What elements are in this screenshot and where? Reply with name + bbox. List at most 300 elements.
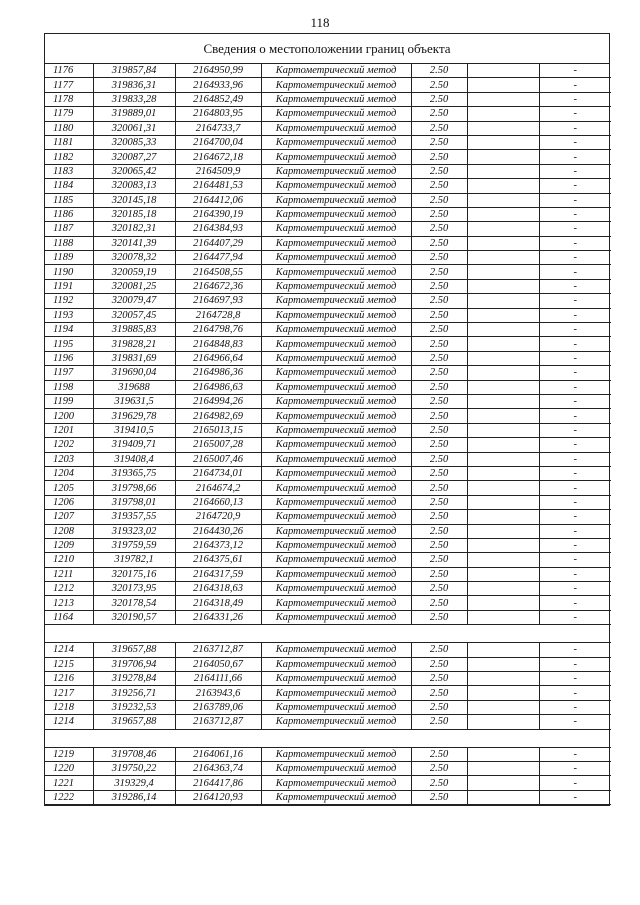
y-coordinate-cell: 2164317,59 [175,567,261,581]
y-coordinate-cell: 2164412,06 [175,193,261,207]
description-cell: - [539,438,611,452]
x-coordinate-cell: 320175,16 [93,567,175,581]
table-row [45,790,611,804]
description-cell: - [539,236,611,250]
precision-cell: 2.50 [411,308,467,322]
y-coordinate-cell: 2164481,53 [175,179,261,193]
precision-cell: 2.50 [411,265,467,279]
x-coordinate-cell: 319232,53 [93,700,175,714]
y-coordinate-cell: 2164966,64 [175,351,261,365]
x-coordinate-cell: 319357,55 [93,510,175,524]
y-coordinate-cell: 2165013,15 [175,423,261,437]
y-coordinate-cell: 2164720,9 [175,510,261,524]
x-coordinate-cell: 319828,21 [93,337,175,351]
table-row [45,409,611,423]
extra-cell [467,236,539,250]
description-cell: - [539,323,611,337]
point-number-cell: 1185 [45,193,93,207]
method-cell: Картометрический метод [261,107,411,121]
description-cell: - [539,567,611,581]
table-row [45,251,611,265]
x-coordinate-cell: 319857,84 [93,64,175,78]
description-cell: - [539,351,611,365]
precision-cell: 2.50 [411,582,467,596]
description-cell: - [539,366,611,380]
precision-cell: 2.50 [411,657,467,671]
y-coordinate-cell: 2164050,67 [175,657,261,671]
precision-cell: 2.50 [411,64,467,78]
point-number-cell: 1190 [45,265,93,279]
method-cell: Картометрический метод [261,121,411,135]
description-cell: - [539,481,611,495]
extra-cell [467,78,539,92]
x-coordinate-cell: 320190,57 [93,610,175,624]
table-row [45,164,611,178]
point-number-cell: 1217 [45,686,93,700]
precision-cell: 2.50 [411,776,467,790]
table-row [45,121,611,135]
x-coordinate-cell: 320061,31 [93,121,175,135]
y-coordinate-cell: 2164390,19 [175,207,261,221]
description-cell: - [539,107,611,121]
table-row [45,582,611,596]
extra-cell [467,351,539,365]
extra-cell [467,323,539,337]
description-cell: - [539,596,611,610]
description-cell: - [539,553,611,567]
method-cell: Картометрический метод [261,78,411,92]
x-coordinate-cell: 319329,4 [93,776,175,790]
point-number-cell: 1198 [45,380,93,394]
description-cell: - [539,524,611,538]
extra-cell [467,466,539,480]
method-cell: Картометрический метод [261,747,411,761]
precision-cell: 2.50 [411,294,467,308]
precision-cell: 2.50 [411,394,467,408]
point-number-cell: 1218 [45,700,93,714]
extra-cell [467,265,539,279]
description-cell: - [539,466,611,480]
description-cell: - [539,776,611,790]
description-cell: - [539,135,611,149]
point-number-cell: 1188 [45,236,93,250]
precision-cell: 2.50 [411,222,467,236]
extra-cell [467,294,539,308]
table-row [45,265,611,279]
y-coordinate-cell: 2164933,96 [175,78,261,92]
point-number-cell: 1211 [45,567,93,581]
precision-cell: 2.50 [411,596,467,610]
method-cell: Картометрический метод [261,294,411,308]
precision-cell: 2.50 [411,409,467,423]
extra-cell [467,337,539,351]
method-cell: Картометрический метод [261,337,411,351]
description-cell: - [539,64,611,78]
precision-cell: 2.50 [411,643,467,657]
x-coordinate-cell: 319798,01 [93,495,175,509]
method-cell: Картометрический метод [261,135,411,149]
description-cell: - [539,686,611,700]
x-coordinate-cell: 320059,19 [93,265,175,279]
y-coordinate-cell: 2164672,18 [175,150,261,164]
point-number-cell: 1192 [45,294,93,308]
x-coordinate-cell: 319256,71 [93,686,175,700]
method-cell: Картометрический метод [261,510,411,524]
precision-cell: 2.50 [411,438,467,452]
precision-cell: 2.50 [411,150,467,164]
table-row [45,366,611,380]
method-cell: Картометрический метод [261,279,411,293]
method-cell: Картометрический метод [261,308,411,322]
description-cell: - [539,423,611,437]
y-coordinate-cell: 2164672,36 [175,279,261,293]
y-coordinate-cell: 2164986,63 [175,380,261,394]
description-cell: - [539,222,611,236]
extra-cell [467,121,539,135]
x-coordinate-cell: 319278,84 [93,672,175,686]
extra-cell [467,643,539,657]
point-number-cell: 1204 [45,466,93,480]
point-number-cell: 1203 [45,452,93,466]
y-coordinate-cell: 2164477,94 [175,251,261,265]
point-number-cell: 1201 [45,423,93,437]
table-row [45,761,611,775]
precision-cell: 2.50 [411,761,467,775]
x-coordinate-cell: 319889,01 [93,107,175,121]
point-number-cell: 1187 [45,222,93,236]
table-row [45,510,611,524]
y-coordinate-cell: 2164318,63 [175,582,261,596]
point-number-cell: 1199 [45,394,93,408]
precision-cell: 2.50 [411,610,467,624]
table-row [45,538,611,552]
point-number-cell: 1177 [45,78,93,92]
x-coordinate-cell: 319408,4 [93,452,175,466]
method-cell: Картометрический метод [261,686,411,700]
table-row [45,135,611,149]
description-cell: - [539,409,611,423]
extra-cell [467,495,539,509]
extra-cell [467,193,539,207]
precision-cell: 2.50 [411,121,467,135]
method-cell: Картометрический метод [261,179,411,193]
description-cell: - [539,715,611,729]
method-cell: Картометрический метод [261,715,411,729]
y-coordinate-cell: 2164697,93 [175,294,261,308]
description-cell: - [539,251,611,265]
extra-cell [467,107,539,121]
method-cell: Картометрический метод [261,761,411,775]
coordinates-table [45,64,611,805]
extra-cell [467,481,539,495]
method-cell: Картометрический метод [261,265,411,279]
y-coordinate-cell: 2164728,8 [175,308,261,322]
y-coordinate-cell: 2164509,9 [175,164,261,178]
y-coordinate-cell: 2164417,86 [175,776,261,790]
precision-cell: 2.50 [411,107,467,121]
table-row [45,323,611,337]
table-row [45,567,611,581]
precision-cell: 2.50 [411,790,467,804]
extra-cell [467,747,539,761]
extra-cell [467,452,539,466]
x-coordinate-cell: 320079,47 [93,294,175,308]
description-cell: - [539,193,611,207]
y-coordinate-cell: 2164674,2 [175,481,261,495]
precision-cell: 2.50 [411,207,467,221]
method-cell: Картометрический метод [261,790,411,804]
page-number: 118 [310,15,330,30]
point-number-cell: 1181 [45,135,93,149]
description-cell: - [539,179,611,193]
table-row [45,610,611,624]
method-cell: Картометрический метод [261,495,411,509]
precision-cell: 2.50 [411,423,467,437]
table-row [45,394,611,408]
point-number-cell: 1191 [45,279,93,293]
method-cell: Картометрический метод [261,380,411,394]
method-cell: Картометрический метод [261,193,411,207]
table-row [45,776,611,790]
x-coordinate-cell: 320081,25 [93,279,175,293]
precision-cell: 2.50 [411,179,467,193]
description-cell: - [539,510,611,524]
table-row [45,150,611,164]
y-coordinate-cell: 2164798,76 [175,323,261,337]
precision-cell: 2.50 [411,538,467,552]
group-separator-cell [45,625,611,643]
table-row [45,481,611,495]
description-cell: - [539,582,611,596]
description-cell: - [539,452,611,466]
y-coordinate-cell: 2163712,87 [175,715,261,729]
table-row [45,423,611,437]
table-row [45,524,611,538]
description-cell: - [539,265,611,279]
y-coordinate-cell: 2164848,83 [175,337,261,351]
y-coordinate-cell: 2164331,26 [175,610,261,624]
table-row [45,686,611,700]
table-row [45,279,611,293]
point-number-cell: 1222 [45,790,93,804]
table-row [45,64,611,78]
precision-cell: 2.50 [411,251,467,265]
method-cell: Картометрический метод [261,582,411,596]
point-number-cell: 1197 [45,366,93,380]
method-cell: Картометрический метод [261,438,411,452]
extra-cell [467,672,539,686]
method-cell: Картометрический метод [261,657,411,671]
description-cell: - [539,394,611,408]
precision-cell: 2.50 [411,481,467,495]
extra-cell [467,582,539,596]
description-cell: - [539,657,611,671]
x-coordinate-cell: 320057,45 [93,308,175,322]
extra-cell [467,761,539,775]
y-coordinate-cell: 2164660,13 [175,495,261,509]
point-number-cell: 1196 [45,351,93,365]
method-cell: Картометрический метод [261,351,411,365]
extra-cell [467,610,539,624]
x-coordinate-cell: 319831,69 [93,351,175,365]
x-coordinate-cell: 319629,78 [93,409,175,423]
precision-cell: 2.50 [411,78,467,92]
precision-cell: 2.50 [411,380,467,394]
precision-cell: 2.50 [411,164,467,178]
x-coordinate-cell: 319365,75 [93,466,175,480]
point-number-cell: 1209 [45,538,93,552]
table-row [45,236,611,250]
y-coordinate-cell: 2164061,16 [175,747,261,761]
method-cell: Картометрический метод [261,222,411,236]
extra-cell [467,790,539,804]
description-cell: - [539,78,611,92]
y-coordinate-cell: 2164508,55 [175,265,261,279]
table-row [45,380,611,394]
extra-cell [467,596,539,610]
y-coordinate-cell: 2164700,04 [175,135,261,149]
x-coordinate-cell: 319657,88 [93,715,175,729]
x-coordinate-cell: 319798,66 [93,481,175,495]
extra-cell [467,510,539,524]
precision-cell: 2.50 [411,323,467,337]
precision-cell: 2.50 [411,135,467,149]
table-row [45,78,611,92]
extra-cell [467,700,539,714]
point-number-cell: 1180 [45,121,93,135]
group-separator-cell [45,729,611,747]
y-coordinate-cell: 2164375,61 [175,553,261,567]
x-coordinate-cell: 319631,5 [93,394,175,408]
group-separator [45,625,611,643]
description-cell: - [539,538,611,552]
method-cell: Картометрический метод [261,452,411,466]
method-cell: Картометрический метод [261,553,411,567]
point-number-cell: 1206 [45,495,93,509]
point-number-cell: 1210 [45,553,93,567]
method-cell: Картометрический метод [261,643,411,657]
description-cell: - [539,495,611,509]
extra-cell [467,394,539,408]
method-cell: Картометрический метод [261,323,411,337]
precision-cell: 2.50 [411,351,467,365]
method-cell: Картометрический метод [261,610,411,624]
point-number-cell: 1202 [45,438,93,452]
description-cell: - [539,672,611,686]
y-coordinate-cell: 2164986,36 [175,366,261,380]
table-row [45,294,611,308]
y-coordinate-cell: 2164950,99 [175,64,261,78]
y-coordinate-cell: 2165007,28 [175,438,261,452]
description-cell: - [539,761,611,775]
point-number-cell: 1214 [45,715,93,729]
extra-cell [467,553,539,567]
extra-cell [467,308,539,322]
method-cell: Картометрический метод [261,251,411,265]
point-number-cell: 1184 [45,179,93,193]
description-cell: - [539,294,611,308]
precision-cell: 2.50 [411,452,467,466]
table-row [45,596,611,610]
description-cell: - [539,164,611,178]
y-coordinate-cell: 2164733,7 [175,121,261,135]
y-coordinate-cell: 2164384,93 [175,222,261,236]
method-cell: Картометрический метод [261,524,411,538]
table-row [45,672,611,686]
x-coordinate-cell: 319885,83 [93,323,175,337]
extra-cell [467,135,539,149]
method-cell: Картометрический метод [261,409,411,423]
x-coordinate-cell: 319410,5 [93,423,175,437]
precision-cell: 2.50 [411,510,467,524]
y-coordinate-cell: 2164363,74 [175,761,261,775]
group-separator [45,729,611,747]
point-number-cell: 1195 [45,337,93,351]
x-coordinate-cell: 320178,54 [93,596,175,610]
extra-cell [467,409,539,423]
method-cell: Картометрический метод [261,92,411,106]
table-row [45,643,611,657]
precision-cell: 2.50 [411,236,467,250]
table-row [45,207,611,221]
extra-cell [467,380,539,394]
precision-cell: 2.50 [411,524,467,538]
table-row [45,657,611,671]
x-coordinate-cell: 319706,94 [93,657,175,671]
x-coordinate-cell: 320185,18 [93,207,175,221]
precision-cell: 2.50 [411,686,467,700]
y-coordinate-cell: 2163712,87 [175,643,261,657]
y-coordinate-cell: 2164373,12 [175,538,261,552]
y-coordinate-cell: 2164318,49 [175,596,261,610]
precision-cell: 2.50 [411,466,467,480]
point-number-cell: 1212 [45,582,93,596]
x-coordinate-cell: 319690,04 [93,366,175,380]
point-number-cell: 1176 [45,64,93,78]
extra-cell [467,92,539,106]
description-cell: - [539,610,611,624]
table-row [45,308,611,322]
extra-cell [467,279,539,293]
table-row [45,179,611,193]
point-number-cell: 1182 [45,150,93,164]
precision-cell: 2.50 [411,495,467,509]
point-number-cell: 1179 [45,107,93,121]
description-cell: - [539,337,611,351]
description-cell: - [539,150,611,164]
point-number-cell: 1189 [45,251,93,265]
table-row [45,553,611,567]
point-number-cell: 1220 [45,761,93,775]
x-coordinate-cell: 319833,28 [93,92,175,106]
y-coordinate-cell: 2164430,26 [175,524,261,538]
extra-cell [467,776,539,790]
table-row [45,747,611,761]
point-number-cell: 1208 [45,524,93,538]
method-cell: Картометрический метод [261,150,411,164]
description-cell: - [539,380,611,394]
table-title: Сведения о местоположении границ объекта [45,34,609,64]
x-coordinate-cell: 320145,18 [93,193,175,207]
point-number-cell: 1215 [45,657,93,671]
boundary-table-container [44,33,610,806]
method-cell: Картометрический метод [261,64,411,78]
x-coordinate-cell: 320173,95 [93,582,175,596]
method-cell: Картометрический метод [261,776,411,790]
method-cell: Картометрический метод [261,207,411,221]
table-row [45,715,611,729]
method-cell: Картометрический метод [261,672,411,686]
